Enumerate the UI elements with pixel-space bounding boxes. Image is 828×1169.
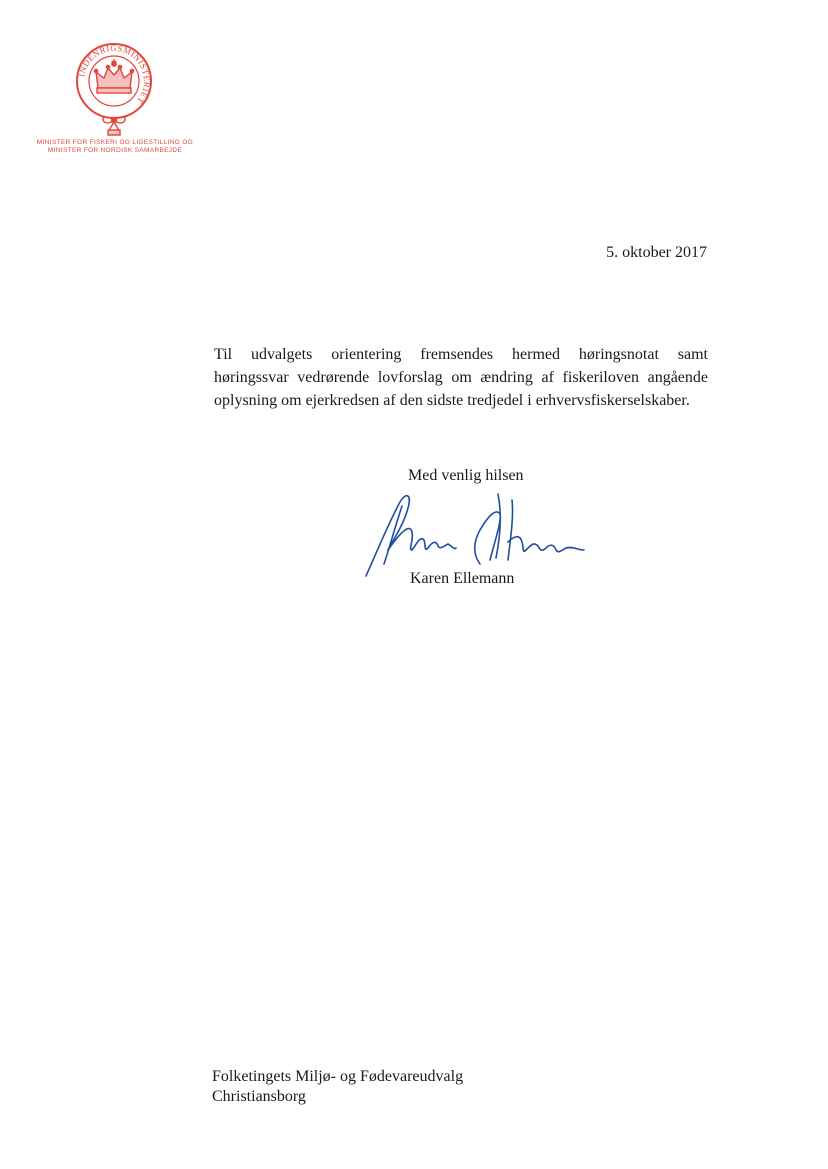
- closing-greeting: Med venlig hilsen: [408, 467, 524, 484]
- recipient-line-2: Christiansborg: [212, 1088, 306, 1105]
- recipient-line-1: Folketingets Miljø- og Fødevareudvalg: [212, 1068, 464, 1085]
- body-line: høringssvar vedrørende lovforslag om ændring af fiskeriloven angående: [214, 369, 708, 386]
- recipient-address: [212, 1067, 463, 1107]
- signer-name: Karen Ellemann: [410, 570, 515, 587]
- ministry-letterhead: [20, 139, 210, 155]
- handwritten-signature: [362, 484, 592, 582]
- letter-body: [214, 343, 708, 412]
- body-line: Til udvalgets orientering fremsendes hermed høringsnotat samt: [214, 346, 708, 363]
- letter-date: 5. oktober 2017: [606, 244, 707, 261]
- seal-ring-text: INDENRIGSMINISTERIET: [76, 42, 153, 107]
- body-line: oplysning om ejerkredsen af den sidste tredjedel i erhvervsfiskerselskaber.: [214, 392, 690, 409]
- letterhead-line-2: MINISTER FOR NORDISK SAMARBEJDE: [47, 147, 183, 154]
- letterhead-line-1: MINISTER FOR FISKERI OG LIGESTILLING OG: [36, 139, 194, 146]
- crown-seal-icon: [74, 42, 154, 138]
